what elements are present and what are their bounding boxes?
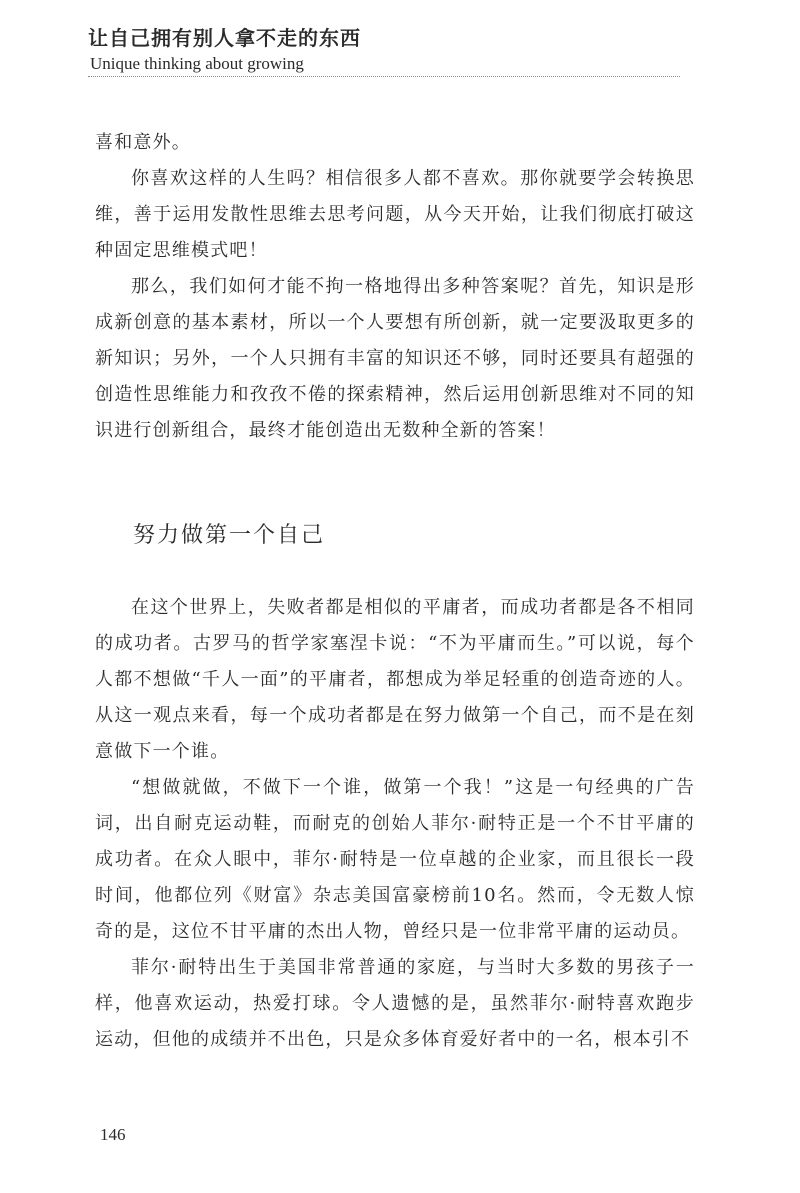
section-heading: 努力做第一个自己 [133,523,326,548]
paragraph: 喜和意外。 [95,132,191,153]
body-text-after-heading [95,590,695,1058]
paragraph: “想做就做，不做下一个谁，做第一个我！”这是一句经典的广告词，出自耐克运动鞋，而耐克的创始人菲尔·耐特正是一个不甘平庸的成功者。在众人眼中，菲尔·耐特是一位卓越的企业家，而且很长一段时间，他都位列《财富》杂志美国富豪榜前10名。然而，令无数人惊奇的是，这位不甘平庸的杰出人物，曾经只是一位非常平庸的运动员。 [95,777,695,942]
paragraph: 菲尔·耐特出生于美国非常普通的家庭，与当时大多数的男孩子一样，他喜欢运动，热爱打球。令人遗憾的是，虽然菲尔·耐特喜欢跑步运动，但他的成绩并不出色，只是众多体育爱好者中的一名，根本引不 [95,957,695,1050]
body-text-before-heading [95,125,695,449]
header-subtitle: Unique thinking about growing [90,54,304,73]
paragraph: 那么，我们如何才能不拘一格地得出多种答案呢？首先，知识是形成新创意的基本素材，所以一个人要想有所创新，就一定要汲取更多的新知识；另外，一个人只拥有丰富的知识还不够，同时还要具有超强的创造性思维能力和孜孜不倦的探索精神，然后运用创新思维对不同的知识进行创新组合，最终才能创造出无数种全新的答案！ [95,276,695,441]
paragraph: 在这个世界上，失败者都是相似的平庸者，而成功者都是各不相同的成功者。古罗马的哲学家塞涅卡说：“不为平庸而生。”可以说，每个人都不想做“千人一面”的平庸者，都想成为举足轻重的创造奇迹的人。从这一观点来看，每一个成功者都是在努力做第一个自己，而不是在刻意做下一个谁。 [95,597,695,762]
header-title: 让自己拥有别人拿不走的东西 [88,26,361,50]
page-number: 146 [100,1125,126,1144]
header-divider [88,76,680,77]
paragraph: 你喜欢这样的人生吗？相信很多人都不喜欢。那你就要学会转换思维，善于运用发散性思维去思考问题，从今天开始，让我们彻底打破这种固定思维模式吧！ [95,168,695,261]
